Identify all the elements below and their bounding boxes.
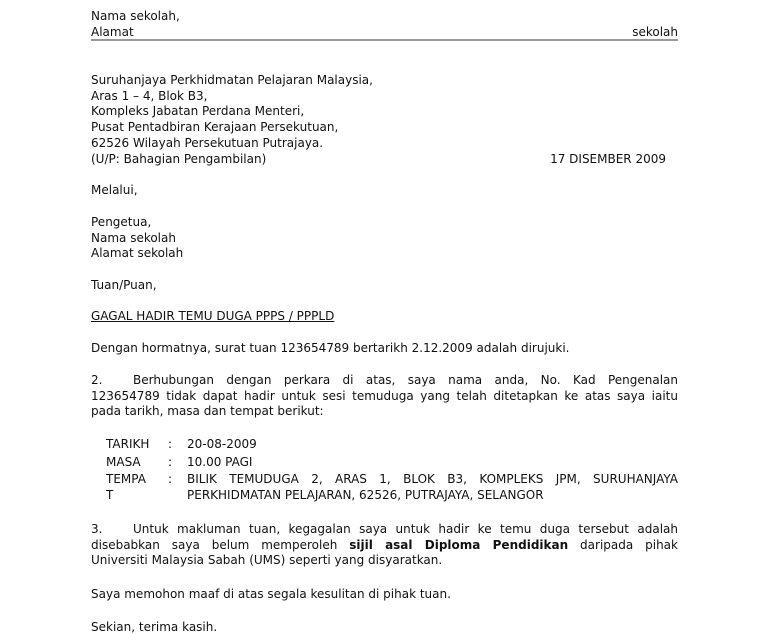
recipient-line-4: Pusat Pentadbiran Kerajaan Persekutuan, [91,120,339,134]
paragraph-3-line-1-text: Untuk makluman tuan, kegagalan saya untuk hadir ke temu duga tersebut adalah [133,522,678,536]
salutation: Tuan/Puan, [91,278,157,292]
paragraph-2-line-2: 123654789 tidak dapat hadir untuk sesi temuduga yang telah ditetapkan ke atas saya iaitu [91,389,678,403]
letter-date: 17 DISEMBER 2009 [550,152,666,166]
paragraph-3-emphasis: sijil asal Diploma Pendidikan [349,538,569,552]
detail-value-tempat-line-2: PERKHIDMATAN PELAJARAN, 62526, PUTRAJAYA, SELANGOR [187,488,544,502]
via-line-3: Alamat sekolah [91,246,184,260]
detail-colon: : [168,437,173,451]
paragraph-2-line-3: pada tarikh, masa dan tempat berikut: [91,404,324,418]
recipient-line-5: 62526 Wilayah Persekutuan Putrajaya. [91,136,324,150]
detail-colon: : [168,455,173,469]
sender-name: Nama sekolah, [91,9,180,23]
via-line-2: Nama sekolah [91,231,176,245]
paragraph-3-number: 3. [91,522,103,536]
recipient-line-6: (U/P: Bahagian Pengambilan) [91,152,267,166]
detail-value-tempat-line-1: BILIK TEMUDUGA 2, ARAS 1, BLOK B3, KOMPLEKS JPM, SURUHANJAYA [187,472,678,486]
detail-label-tempat-1: TEMPA [106,472,146,486]
recipient-line-1: Suruhanjaya Perkhidmatan Pelajaran Malaysia, [91,73,373,87]
detail-label-tarikh: TARIKH [106,437,150,451]
sender-address: Alamat [91,25,134,39]
detail-label-tempat-2: T [106,488,114,502]
recipient-line-3: Kompleks Jabatan Perdana Menteri, [91,104,305,118]
via-label: Melalui, [91,183,138,197]
closing: Sekian, terima kasih. [91,620,218,634]
detail-colon: : [168,472,173,486]
paragraph-1: Dengan hormatnya, surat tuan 123654789 bertarikh 2.12.2009 adalah dirujuki. [91,341,570,355]
paragraph-3-line-3: Universiti Malaysia Sabah (UMS) seperti yang disyaratkan. [91,553,443,567]
recipient-line-2: Aras 1 – 4, Blok B3, [91,89,208,103]
paragraph-3-line-2 [91,537,678,553]
detail-value-masa: 10.00 PAGI [187,455,253,469]
sender-address-right: sekolah [632,25,678,39]
paragraph-2-number: 2. [91,373,103,387]
header-divider [91,39,678,41]
paragraph-3-line-2-pre: disebabkan saya belum memperoleh [91,538,338,552]
subject-line: GAGAL HADIR TEMU DUGA PPPS / PPPLD [91,309,335,323]
via-line-1: Pengetua, [91,215,152,229]
paragraph-3-line-1 [91,521,678,537]
paragraph-2-line-1-text: Berhubungan dengan perkara di atas, saya nama anda, No. Kad Pengenalan [133,373,678,387]
detail-label-masa: MASA [106,455,141,469]
detail-value-tarikh: 20-08-2009 [187,437,257,451]
paragraph-2-line-1 [91,372,678,388]
paragraph-3-line-2-post: daripada pihak [580,538,678,552]
paragraph-4: Saya memohon maaf di atas segala kesulitan di pihak tuan. [91,587,451,601]
